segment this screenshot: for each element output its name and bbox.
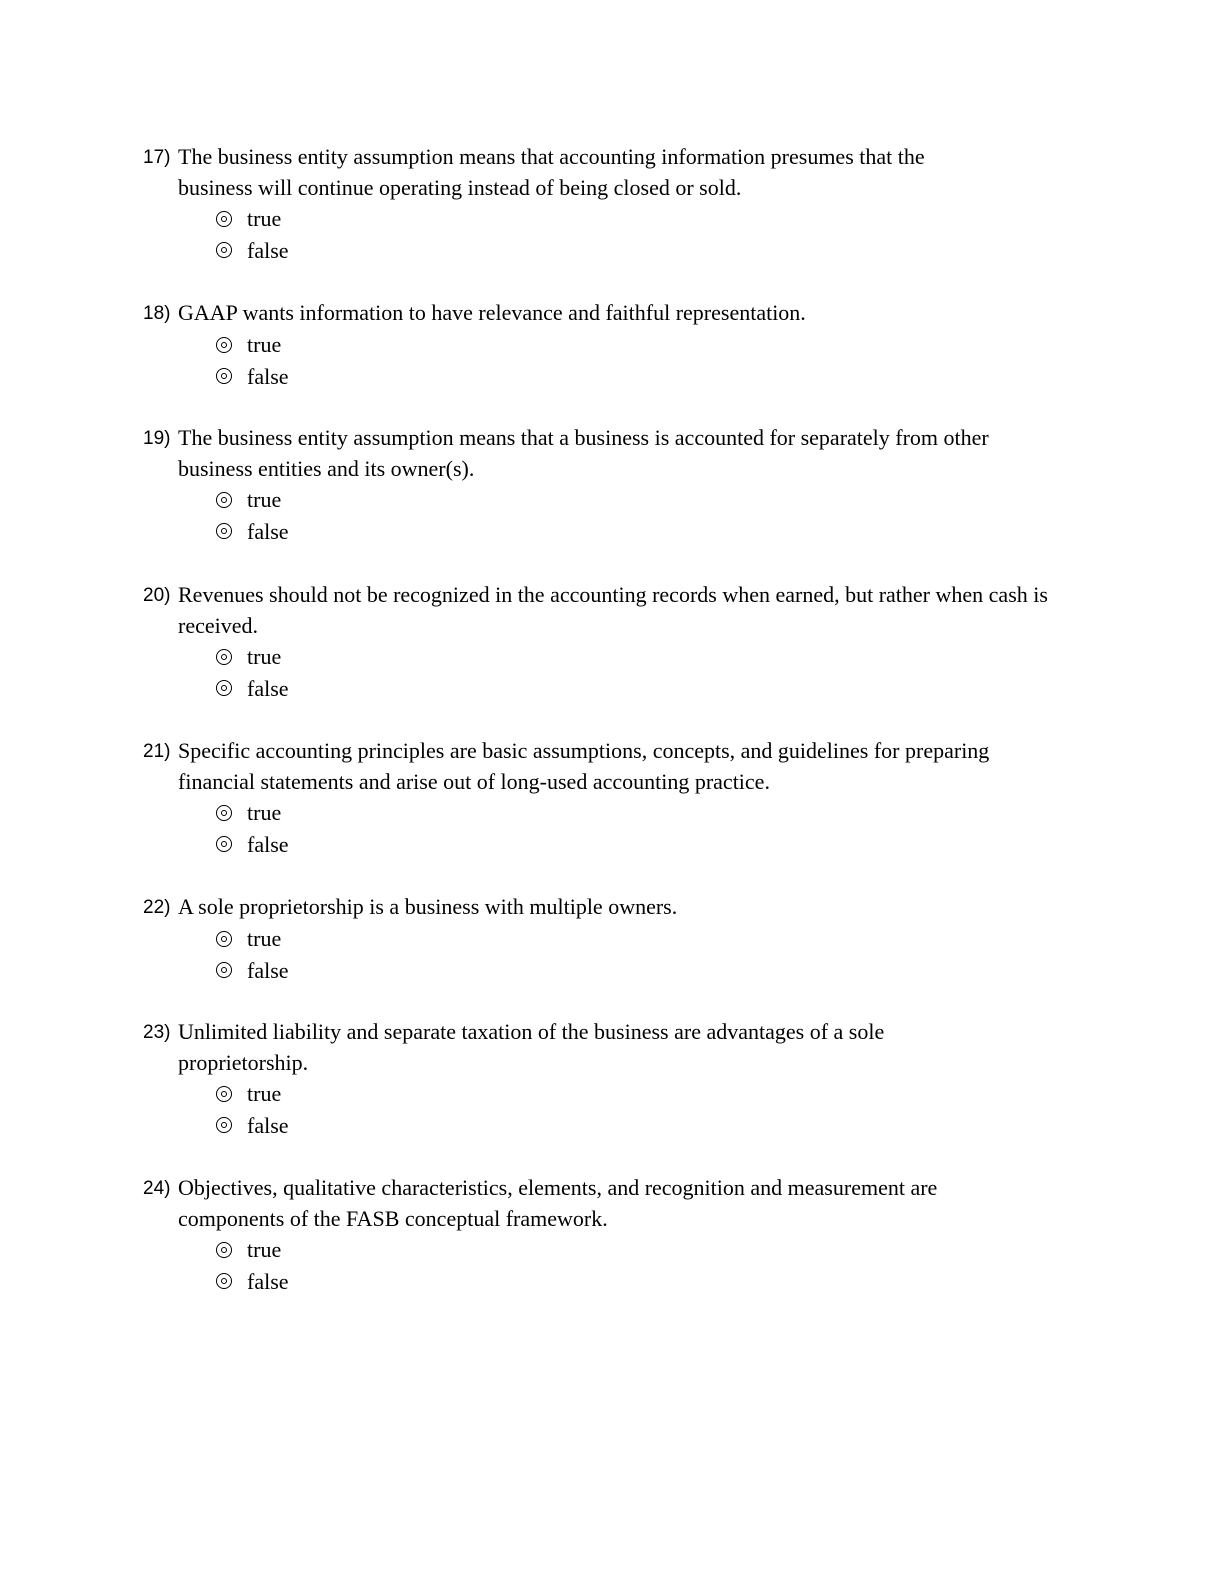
answer-options xyxy=(216,484,1083,547)
question-number: 23) xyxy=(143,1022,171,1043)
radio-icon[interactable] xyxy=(216,1242,232,1258)
option-false[interactable] xyxy=(216,235,1083,267)
option-label: true xyxy=(247,926,282,952)
radio-icon[interactable] xyxy=(216,962,232,978)
question-number: 22) xyxy=(143,897,171,918)
question-text: Objectives, qualitative characteristics, elements, and recognition and measurement are components of the FASB conceptual framework. xyxy=(178,1175,938,1231)
option-false[interactable] xyxy=(216,829,1083,861)
option-false[interactable] xyxy=(216,1266,1083,1298)
question-text: Revenues should not be recognized in the accounting records when earned, but rather when cash is received. xyxy=(178,582,1048,638)
answer-options xyxy=(216,923,1083,986)
option-true[interactable] xyxy=(216,329,1083,361)
radio-icon[interactable] xyxy=(216,242,232,258)
radio-icon[interactable] xyxy=(216,492,232,508)
option-false[interactable] xyxy=(216,516,1083,548)
option-label: true xyxy=(247,487,282,513)
radio-icon[interactable] xyxy=(216,368,232,384)
question-20 xyxy=(143,579,1083,704)
radio-icon[interactable] xyxy=(216,1117,232,1133)
answer-options xyxy=(216,641,1083,704)
option-true[interactable] xyxy=(216,641,1083,673)
radio-icon[interactable] xyxy=(216,680,232,696)
answer-options xyxy=(216,1078,1083,1141)
option-true[interactable] xyxy=(216,797,1083,829)
option-label: false xyxy=(247,518,289,544)
option-label: false xyxy=(247,1112,289,1138)
question-number: 24) xyxy=(143,1178,171,1199)
option-true[interactable] xyxy=(216,923,1083,955)
question-18 xyxy=(143,297,1083,392)
answer-options xyxy=(216,797,1083,860)
question-number: 19) xyxy=(143,428,171,449)
question-24 xyxy=(143,1172,1083,1297)
option-label: false xyxy=(247,675,289,701)
option-label: false xyxy=(247,363,289,389)
option-false[interactable] xyxy=(216,361,1083,393)
question-21 xyxy=(143,735,1083,860)
question-number: 17) xyxy=(143,147,171,168)
question-text: Specific accounting principles are basic assumptions, concepts, and guidelines for preparing financial statements and arise out of long-used accounting practice. xyxy=(178,738,990,794)
option-label: true xyxy=(247,332,282,358)
answer-options xyxy=(216,1234,1083,1297)
option-label: true xyxy=(247,800,282,826)
answer-options xyxy=(216,329,1083,392)
question-text: The business entity assumption means that accounting information presumes that the business will continue operating instead of being closed or sold. xyxy=(178,144,925,200)
question-17 xyxy=(143,141,1083,266)
radio-icon[interactable] xyxy=(216,649,232,665)
radio-icon[interactable] xyxy=(216,805,232,821)
option-false[interactable] xyxy=(216,1110,1083,1142)
option-label: true xyxy=(247,1081,282,1107)
question-text: Unlimited liability and separate taxation of the business are advantages of a sole proprietorship. xyxy=(178,1019,885,1075)
radio-icon[interactable] xyxy=(216,1273,232,1289)
question-23 xyxy=(143,1016,1083,1141)
answer-options xyxy=(216,203,1083,266)
option-true[interactable] xyxy=(216,484,1083,516)
option-label: false xyxy=(247,1268,289,1294)
radio-icon[interactable] xyxy=(216,1086,232,1102)
question-text: A sole proprietorship is a business with multiple owners. xyxy=(178,894,678,919)
radio-icon[interactable] xyxy=(216,337,232,353)
option-false[interactable] xyxy=(216,673,1083,705)
option-label: false xyxy=(247,831,289,857)
option-true[interactable] xyxy=(216,1234,1083,1266)
option-label: true xyxy=(247,644,282,670)
question-text: GAAP wants information to have relevance and faithful representation. xyxy=(178,300,806,325)
radio-icon[interactable] xyxy=(216,211,232,227)
question-19 xyxy=(143,422,1083,547)
option-label: true xyxy=(247,1237,282,1263)
option-label: false xyxy=(247,957,289,983)
option-false[interactable] xyxy=(216,955,1083,987)
question-text: The business entity assumption means that a business is accounted for separately from other business entities and its owner(s). xyxy=(178,425,989,481)
option-true[interactable] xyxy=(216,203,1083,235)
option-label: false xyxy=(247,237,289,263)
question-number: 21) xyxy=(143,741,171,762)
question-number: 20) xyxy=(143,585,171,606)
question-22 xyxy=(143,891,1083,986)
radio-icon[interactable] xyxy=(216,931,232,947)
option-label: true xyxy=(247,206,282,232)
radio-icon[interactable] xyxy=(216,523,232,539)
option-true[interactable] xyxy=(216,1078,1083,1110)
question-number: 18) xyxy=(143,303,171,324)
radio-icon[interactable] xyxy=(216,836,232,852)
